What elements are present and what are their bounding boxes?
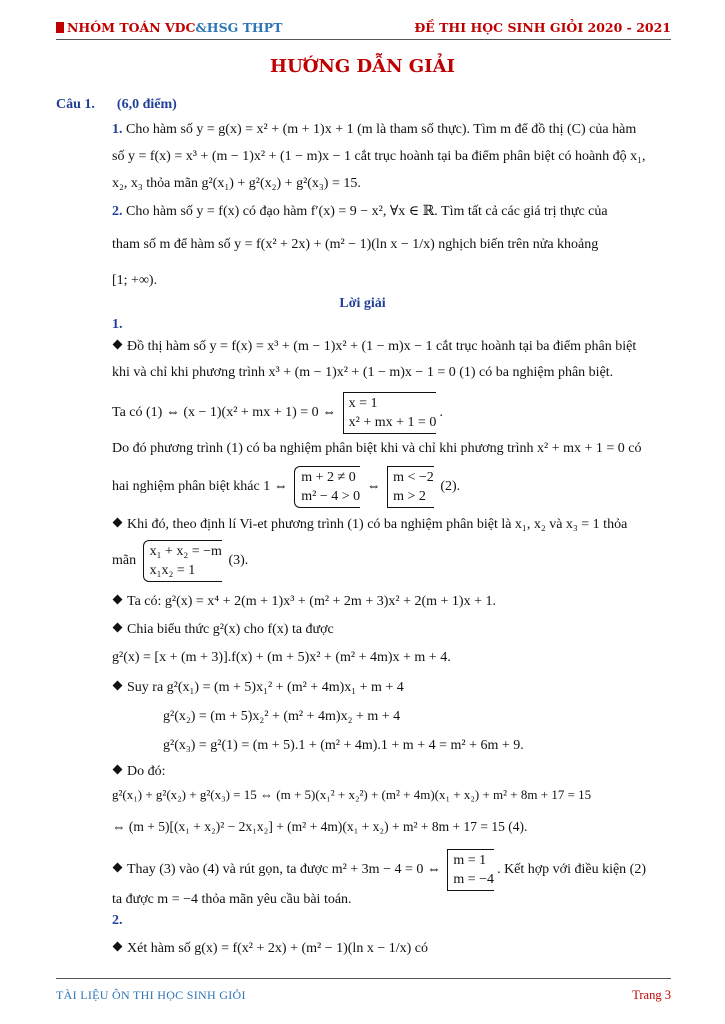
bullet-icon xyxy=(113,765,123,775)
vieta-system-brace xyxy=(143,540,222,582)
page-footer xyxy=(56,978,671,1008)
header-amp: & xyxy=(195,20,207,35)
question-number: Câu 1. xyxy=(56,97,95,112)
solution-part2-label: 2. xyxy=(112,913,123,928)
problem1-number: 1. xyxy=(112,122,123,137)
solution-line-17 xyxy=(112,849,646,891)
solution-line-4: Do đó phương trình (1) có ba nghiệm phân biệt khi và chỉ khi phương trình x² + mx + 1 = 0 có xyxy=(112,441,642,456)
solution-line-5 xyxy=(112,466,460,508)
vieta-sum: x₁ + x₂ = −m xyxy=(149,544,222,559)
solution-line-12: g²(x₂) = (m + 5)x₂² + (m² + 4m)x₂ + m + 4 xyxy=(163,709,401,724)
condition-c: m < −2 xyxy=(393,470,434,485)
solution-line-19 xyxy=(112,940,428,958)
solution-text-6: Khi đó, theo định lí Vi-et phương trình (1) có ba nghiệm phân biệt là x₁, x₂ và x₃ = 1 thỏa xyxy=(127,517,628,532)
solution-line-18: ta được m = −4 thỏa mãn yêu cầu bài toán. xyxy=(112,892,352,907)
solution-text-17: Thay (3) vào (4) và rút gọn, ta được m² + 3m − 4 = 0 ⇔ xyxy=(127,862,441,877)
condition-a: m + 2 ≠ 0 xyxy=(301,470,356,485)
case-quadratic: x² + mx + 1 = 0 xyxy=(348,415,437,430)
solution-line-6 xyxy=(112,516,627,534)
solution-line-16: ⇔ (m + 5)[(x₁ + x₂)² − 2x₁x₂] + (m² + 4m)(x₁ + x₂) + m² + 8m + 17 = 15 (4). xyxy=(112,819,528,834)
solution-text-17-end: . Kết hợp với điều kiện (2) xyxy=(497,862,647,877)
equivalence-symbol: ⇔ xyxy=(366,479,381,494)
problem1-line1 xyxy=(112,121,636,139)
flag-icon xyxy=(56,22,64,33)
equation-system-bracket xyxy=(343,392,437,434)
header-left-prefix: NHÓM TOÁN VDC xyxy=(67,20,196,35)
solution-line-14 xyxy=(112,763,166,781)
solution-line-3 xyxy=(112,392,443,434)
header-group-name xyxy=(56,20,282,35)
solution-line-9 xyxy=(112,621,334,639)
problem2-number: 2. xyxy=(112,204,123,219)
solution-text-3-end: . xyxy=(439,405,443,420)
solution-text-7-end: (3). xyxy=(228,553,249,568)
solution-part1-label: 1. xyxy=(112,317,123,332)
solution-line-2: khi và chỉ khi phương trình x³ + (m − 1)x² + (1 − m)x − 1 = 0 (1) có ba nghiệm phân biệt. xyxy=(112,365,614,380)
page-title: HƯỚNG DẪN GIẢI xyxy=(270,56,455,77)
problem2-line3: [1; +∞). xyxy=(112,273,158,288)
solution-line-15: g²(x₁) + g²(x₂) + g²(x₃) = 15 ⇔ (m + 5)(x₁² + x₂²) + (m² + 4m)(x₁ + x₂) + m² + 8m + 17 = 15 xyxy=(112,787,592,802)
problem1-text-1: Cho hàm số y = g(x) = x² + (m + 1)x + 1 (m là tham số thực). Tìm m để đồ thị (C) của hàm xyxy=(126,122,637,137)
solution-line-13: g²(x₃) = g²(1) = (m + 5).1 + (m² + 4m).1 + m + 4 = m² + 6m + 9. xyxy=(163,738,524,753)
solution-line-11 xyxy=(112,679,404,697)
condition-system-brace xyxy=(294,466,360,508)
root-union-bracket xyxy=(447,849,494,891)
vieta-product: x₁x₂ = 1 xyxy=(149,563,196,578)
solution-text-19: Xét hàm số g(x) = f(x² + 2x) + (m² − 1)(ln x − 1/x) có xyxy=(127,941,428,956)
page-number: Trang 3 xyxy=(632,988,671,1002)
solution-text-3: Ta có (1) ⇔ (x − 1)(x² + mx + 1) = 0 ⇔ xyxy=(112,405,337,420)
solution-text-8: Ta có: g²(x) = x⁴ + 2(m + 1)x³ + (m² + 2m + 3)x² + 2(m + 1)x + 1. xyxy=(127,594,496,609)
root-1: m = 1 xyxy=(453,853,487,868)
problem2-text-1: Cho hàm số y = f(x) có đạo hàm f′(x) = 9 − x², ∀x ∈ ℝ. Tìm tất cả các giá trị thực của xyxy=(126,204,608,219)
solution-text-5: hai nghiệm phân biệt khác 1 ⇔ xyxy=(112,479,288,494)
bullet-icon xyxy=(113,863,123,873)
header-left-suffix: HSG THPT xyxy=(206,20,283,35)
solution-line-7 xyxy=(112,540,248,582)
question-label xyxy=(56,96,177,114)
header-exam-title: ĐỀ THI HỌC SINH GIỎI 2020 - 2021 xyxy=(414,20,671,35)
bullet-icon xyxy=(113,340,123,350)
bullet-icon xyxy=(113,681,123,691)
case-x-equals-1: x = 1 xyxy=(348,396,378,411)
condition-d: m > 2 xyxy=(393,489,426,504)
solution-text-1: Đồ thị hàm số y = f(x) = x³ + (m − 1)x² + (1 − m)x − 1 cắt trục hoành tại ba điểm phân biệt xyxy=(127,339,637,354)
solution-text-7: mãn xyxy=(112,553,137,568)
bullet-icon xyxy=(113,595,123,605)
solution-line-8 xyxy=(112,593,496,611)
problem2-line2: tham số m để hàm số y = f(x² + 2x) + (m² − 1)(ln x − 1/x) nghịch biến trên nửa khoảng xyxy=(112,237,599,252)
root-2: m = −4 xyxy=(453,872,495,887)
bullet-icon xyxy=(113,942,123,952)
solution-text-5-end: (2). xyxy=(440,479,461,494)
page-header xyxy=(56,18,671,40)
bullet-icon xyxy=(113,518,123,528)
problem1-line2: số y = f(x) = x³ + (m − 1)x² + (1 − m)x − 1 cắt trục hoành tại ba điểm phân biệt có hoành độ x₁, xyxy=(112,149,646,164)
footer-divider xyxy=(56,978,671,979)
problem1-line3: x₂, x₃ thỏa mãn g²(x₁) + g²(x₂) + g²(x₃) = 15. xyxy=(112,176,361,191)
problem2-line1 xyxy=(112,203,608,221)
question-points: (6,0 điểm) xyxy=(116,97,177,112)
bullet-icon xyxy=(113,623,123,633)
header-divider xyxy=(56,39,671,40)
condition-union-bracket xyxy=(387,466,434,508)
solution-text-11: Suy ra g²(x₁) = (m + 5)x₁² + (m² + 4m)x₁ + m + 4 xyxy=(127,680,404,695)
solution-heading: Lời giải xyxy=(339,296,386,311)
solution-line-10: g²(x) = [x + (m + 3)].f(x) + (m + 5)x² + (m² + 4m)x + m + 4. xyxy=(112,650,451,665)
solution-text-9: Chia biểu thức g²(x) cho f(x) ta được xyxy=(127,622,334,637)
solution-line-1 xyxy=(112,338,636,356)
condition-b: m² − 4 > 0 xyxy=(301,489,361,504)
footer-document-name: TÀI LIỆU ÔN THI HỌC SINH GIỎI xyxy=(56,988,246,1002)
solution-text-14: Do đó: xyxy=(127,764,166,779)
